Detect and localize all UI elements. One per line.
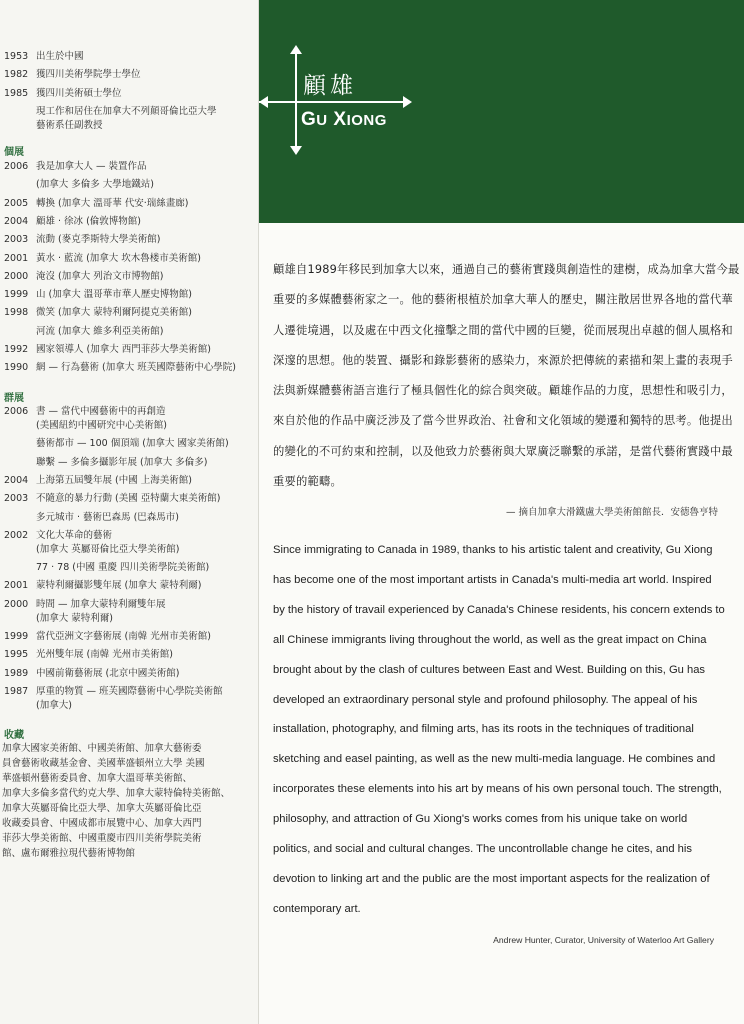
group-row-text: 文化大革命的藝術 (36, 529, 113, 541)
collections-heading: 收藏 (4, 730, 24, 741)
english-paragraph-line: installation, photography, and filming arts, has its roots in the techniques of traditional (273, 723, 694, 736)
collection-line: 加拿大國家美術館、中國美術館、加拿大藝術委 (2, 743, 202, 754)
group-row-text: 蒙特利爾攝影雙年展 (加拿大 蒙特利爾) (36, 580, 202, 592)
group-row-year: 2000 (4, 598, 29, 610)
arrow-left-icon (259, 96, 268, 108)
solo-row-year: 2003 (4, 234, 29, 246)
solo-row-text: 河流 (加拿大 維多利亞美術館) (36, 325, 164, 337)
group-row-year: 2006 (4, 406, 29, 417)
title-banner (259, 0, 744, 223)
chinese-paragraph-line: 顧雄自1989年移民到加拿大以來，通過自己的藝術實踐與創造性的建樹，成為加拿大當今最 (273, 263, 740, 276)
arrow-up-icon (290, 45, 302, 54)
group-row-text: (加拿大 英屬哥倫比亞大學美術館) (36, 544, 180, 556)
solo-row-year: 2001 (4, 252, 29, 264)
english-paragraph-line: incorporates these elements into his art by means of his own personal touch. The strength, (273, 783, 722, 796)
collection-line: 加拿大多倫多當代約克大學、加拿大蒙特倫特美術館、 (2, 788, 231, 799)
solo-row-year: 1992 (4, 344, 29, 355)
chinese-credit: — 摘自加拿大滑鐵盧大學美術館館長．安德魯亨特 (505, 507, 718, 518)
solo-row-text: 淹沒 (加拿大 列治文市博物館) (36, 270, 164, 282)
group-row-text: 多元城市 · 藝術巴森馬 (巴森馬市) (36, 511, 179, 523)
solo-row-text: (加拿大 多倫多 大學地鐵站) (36, 179, 154, 191)
english-paragraph-line: developed an extraordinary personal style and profound philosophy. The appeal of his (273, 693, 698, 706)
bio-row-year: 1982 (4, 69, 29, 81)
solo-row-text: 國家領導人 (加拿大 西門菲莎大學美術館) (36, 344, 211, 355)
solo-row-text: 流動 (麥克季斯特大學美術館) (36, 234, 161, 246)
solo-row-text: 山 (加拿大 溫哥華市華人歷史博物館) (36, 289, 192, 301)
chinese-paragraph-line: 重要的多媒體藝術家之一。他的藝術根植於加拿大華人的歷史，關注散居世界各地的當代華 (273, 293, 733, 307)
group-row-text: (美國紐約中國研究中心美術館) (36, 420, 167, 432)
group-row-text: 中國前衛藝術展 (北京中國美術館) (36, 667, 180, 679)
solo-row-text: 顧雄 · 徐冰 (倫敦博物館) (36, 215, 141, 227)
chinese-paragraph-line: 深邃的思想。他的裝置、攝影和錄影藝術的感染力，來源於把傳統的素描和架上畫的表現手 (273, 353, 733, 367)
solo-row-year: 1998 (4, 307, 29, 319)
group-row-text: (加拿大) (36, 700, 72, 712)
english-paragraph-line: devotion to linking art and the public are the most important aspects for the realization of (273, 872, 710, 885)
solo-row-year: 1999 (4, 289, 29, 301)
group-row-text: 藝術都市 — 100 個頂端 (加拿大 國家美術館) (36, 438, 229, 450)
chinese-paragraph-line: 人遷徙境遇，以及處在中西文化撞擊之間的當代中國的巨變，從而展現出卓越的個人風格和 (273, 323, 733, 337)
solo-row-text: 我是加拿大人 — 裝置作品 (36, 161, 147, 172)
arrow-down-icon (290, 146, 302, 155)
group-exhibitions-heading: 群展 (4, 393, 24, 404)
solo-row-year: 2004 (4, 215, 29, 227)
english-paragraph-line: brought about by the clash of cultures between East and West. Building on this, Gu has (273, 663, 706, 676)
collection-line: 員會藝術收藏基金會、美國華盛頓州立大學 美國 (2, 758, 205, 769)
bio-row-text: 現工作和居住在加拿大不列顛哥倫比亞大學 (36, 105, 217, 117)
group-row-year: 1989 (4, 667, 29, 679)
bio-row-text: 出生於中國 (36, 51, 84, 62)
solo-exhibitions-heading: 個展 (4, 147, 24, 158)
group-row-text: (加拿大 蒙特利爾) (36, 613, 113, 624)
solo-row-year: 2006 (4, 161, 29, 172)
english-biography (273, 536, 725, 925)
collections-text (2, 741, 252, 861)
bio-row-text: 藝術系任副教授 (36, 119, 103, 131)
group-row-text: 不隨意的暴力行動 (美國 亞特蘭大東美術館) (36, 493, 221, 505)
english-paragraph-line: philosophy, and attraction of Gu Xiong's works comes from his unique take on world (273, 813, 688, 826)
chinese-paragraph-line: 來自於他的作品中廣泛涉及了當今世界政治、社會和文化領域的變遷和獨特的思考。他提出 (273, 414, 733, 428)
group-row-text: 77 · 78 (中國 重慶 四川美術學院美術館) (36, 562, 210, 574)
group-row-year: 1995 (4, 649, 29, 661)
artist-name-english: GU XIONG (301, 109, 387, 130)
chinese-biography (273, 255, 740, 497)
horizontal-arrow-line (259, 101, 409, 103)
group-row-year: 1987 (4, 685, 29, 697)
english-paragraph-line: has become one of the most important artists in Canada's multi-media art world. Inspired (273, 573, 712, 586)
english-credit: Andrew Hunter, Curator, University of Waterloo Art Gallery (493, 935, 714, 945)
artist-name-chinese: 顧雄 (303, 73, 357, 99)
chinese-paragraph-line: 法與新媒體藝術語言進行了極具個性化的綜合與突破。顧雄作品的力度，思想性和吸引力， (273, 384, 733, 398)
collection-line: 收藏委員會、中國成都市展覽中心、加拿大西門 (2, 818, 202, 829)
group-row-text: 聯繫 — 多倫多攝影年展 (加拿大 多倫多) (36, 456, 208, 468)
english-paragraph-line: politics, and social and cultural changes. The uncontrollable change he cites, and his (273, 843, 692, 856)
group-row-text: 上海第五屆雙年展 (中國 上海美術館) (36, 474, 192, 486)
bio-row-year: 1985 (4, 87, 29, 99)
arrow-right-icon (403, 96, 412, 108)
group-row-text: 光州雙年展 (南韓 光州市美術館) (36, 649, 173, 661)
group-row-year: 2001 (4, 580, 29, 592)
group-row-year: 1999 (4, 631, 29, 642)
english-paragraph-line: sketching and easel painting, as well as the new multi-media language. He combines and (273, 753, 716, 766)
collection-line: 華盛頓州藝術委員會、加拿大溫哥華美術館、 (2, 773, 193, 784)
solo-row-text: 微笑 (加拿大 蒙特利爾阿提克美術館) (36, 307, 192, 319)
solo-row-text: 轉換 (加拿大 溫哥華 代安·瑞絲畫廊) (36, 197, 189, 209)
solo-row-year: 2000 (4, 270, 29, 282)
group-row-text: 厚重的物質 — 班芙國際藝術中心學院美術館 (36, 685, 223, 697)
group-row-year: 2003 (4, 493, 29, 505)
solo-row-year: 1990 (4, 362, 29, 374)
bio-row-text: 獲四川美術學院學士學位 (36, 69, 141, 81)
english-paragraph-line: all Chinese immigrants living throughout the world, as well as the great impact on China (273, 633, 707, 646)
english-paragraph-line: Since immigrating to Canada in 1989, thanks to his artistic talent and creativity, Gu Xiong (273, 544, 713, 556)
english-paragraph-line: by the history of travail experienced by Canada's Chinese residents, his concern extends to (273, 603, 725, 616)
chinese-paragraph-line: 重要的範疇。 (273, 475, 342, 489)
group-row-year: 2002 (4, 529, 29, 541)
bio-row-year: 1953 (4, 51, 29, 62)
collection-line: 菲莎大學美術館、中國重慶市四川美術學院美術 (2, 833, 202, 844)
bio-row-text: 獲四川美術碩士學位 (36, 87, 122, 99)
solo-row-year: 2005 (4, 197, 29, 209)
group-row-text: 當代亞洲文字藝術展 (南韓 光州市美術館) (36, 631, 211, 642)
group-row-text: 時間 — 加拿大蒙特利爾雙年展 (36, 598, 166, 610)
chinese-paragraph-line: 的變化的不可約束和控制，以及他致力於藝術與大眾廣泛聯繫的承諾，是當代藝術實踐中最 (273, 444, 733, 458)
group-row-year: 2004 (4, 474, 29, 486)
collection-line: 館、盧布爾雅拉現代藝術博物館 (2, 848, 136, 859)
english-paragraph-line: contemporary art. (273, 902, 361, 915)
solo-row-text: 網 — 行為藝術 (加拿大 班芙國際藝術中心學院) (36, 362, 236, 374)
solo-row-text: 黃水 · 藍流 (加拿大 坎木魯楼市美術館) (36, 252, 202, 264)
collection-line: 加拿大英屬哥倫比亞大學、加拿大英屬哥倫比亞 (2, 803, 202, 814)
group-row-text: 書 — 當代中國藝術中的再創造 (36, 406, 166, 417)
